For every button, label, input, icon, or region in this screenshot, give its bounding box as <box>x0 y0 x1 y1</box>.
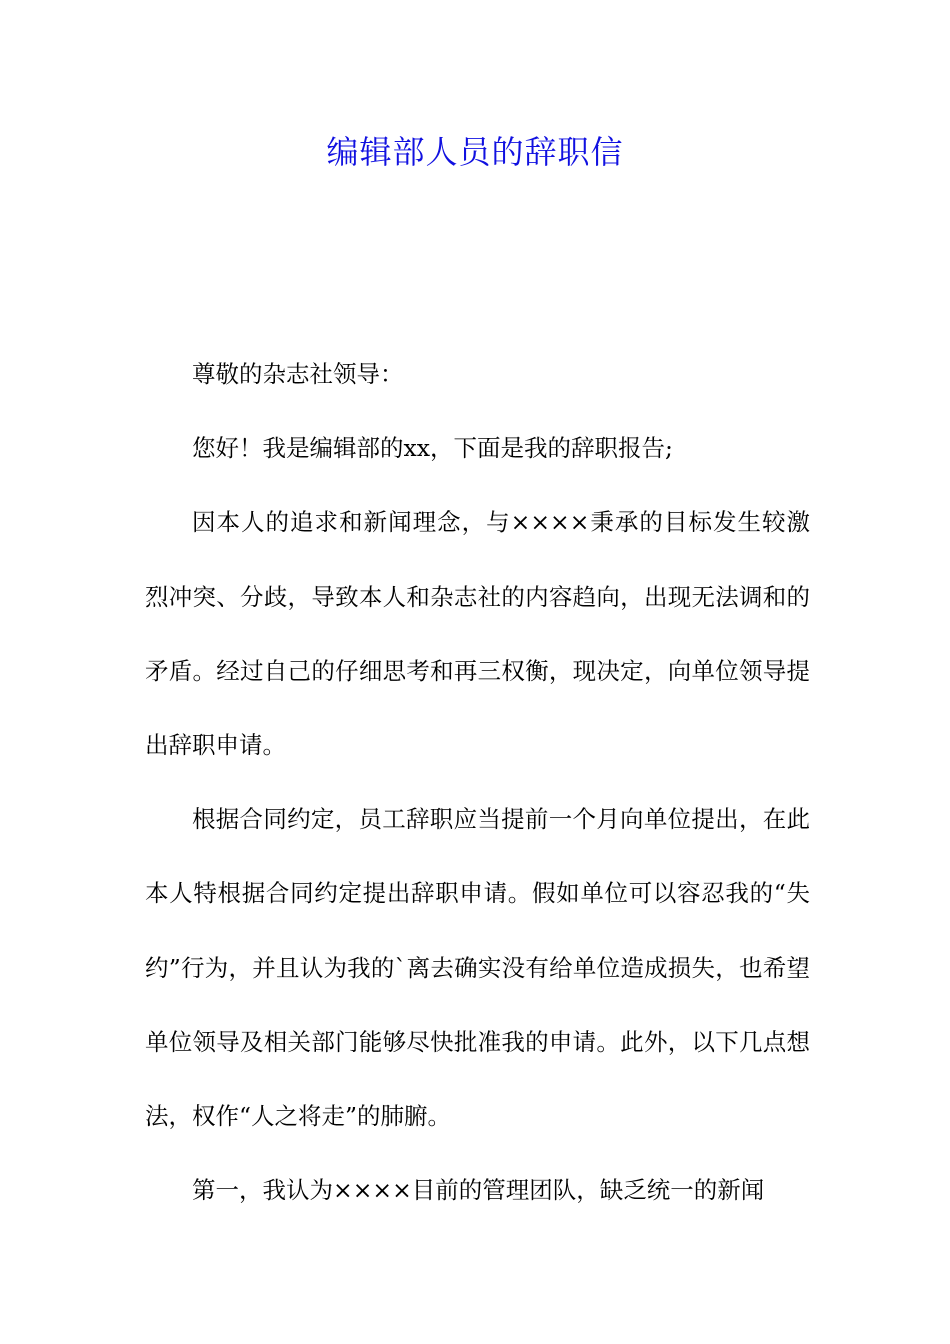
first-point-paragraph: 第一，我认为××××目前的管理团队，缺乏统一的新闻 <box>192 1176 765 1205</box>
reason-paragraph: 因本人的追求和新闻理念，与××××秉承的目标发生较激烈冲突、分歧，导致本人和杂志社的内容趋向，出现无法调和的矛盾。经过自己的仔细思考和再三权衡，现决定，向单位领导提出辞职申请。 <box>145 508 810 760</box>
document-body <box>145 337 810 1227</box>
salutation-paragraph: 尊敬的杂志社领导： <box>192 360 404 388</box>
greeting-paragraph: 您好！我是编辑部的xx，下面是我的辞职报告; <box>192 434 673 463</box>
contract-paragraph: 根据合同约定，员工辞职应当提前一个月向单位提出，在此本人特根据合同约定提出辞职申请。假如单位可以容忍我的“失约”行为，并且认为我的`离去确实没有给单位造成损失，也希望单位领导及相关部门能够尽快批准我的申请。此外，以下几点想法，权作“人之将走”的肺腑。 <box>145 805 810 1131</box>
document-title: 编辑部人员的辞职信 <box>326 133 624 171</box>
